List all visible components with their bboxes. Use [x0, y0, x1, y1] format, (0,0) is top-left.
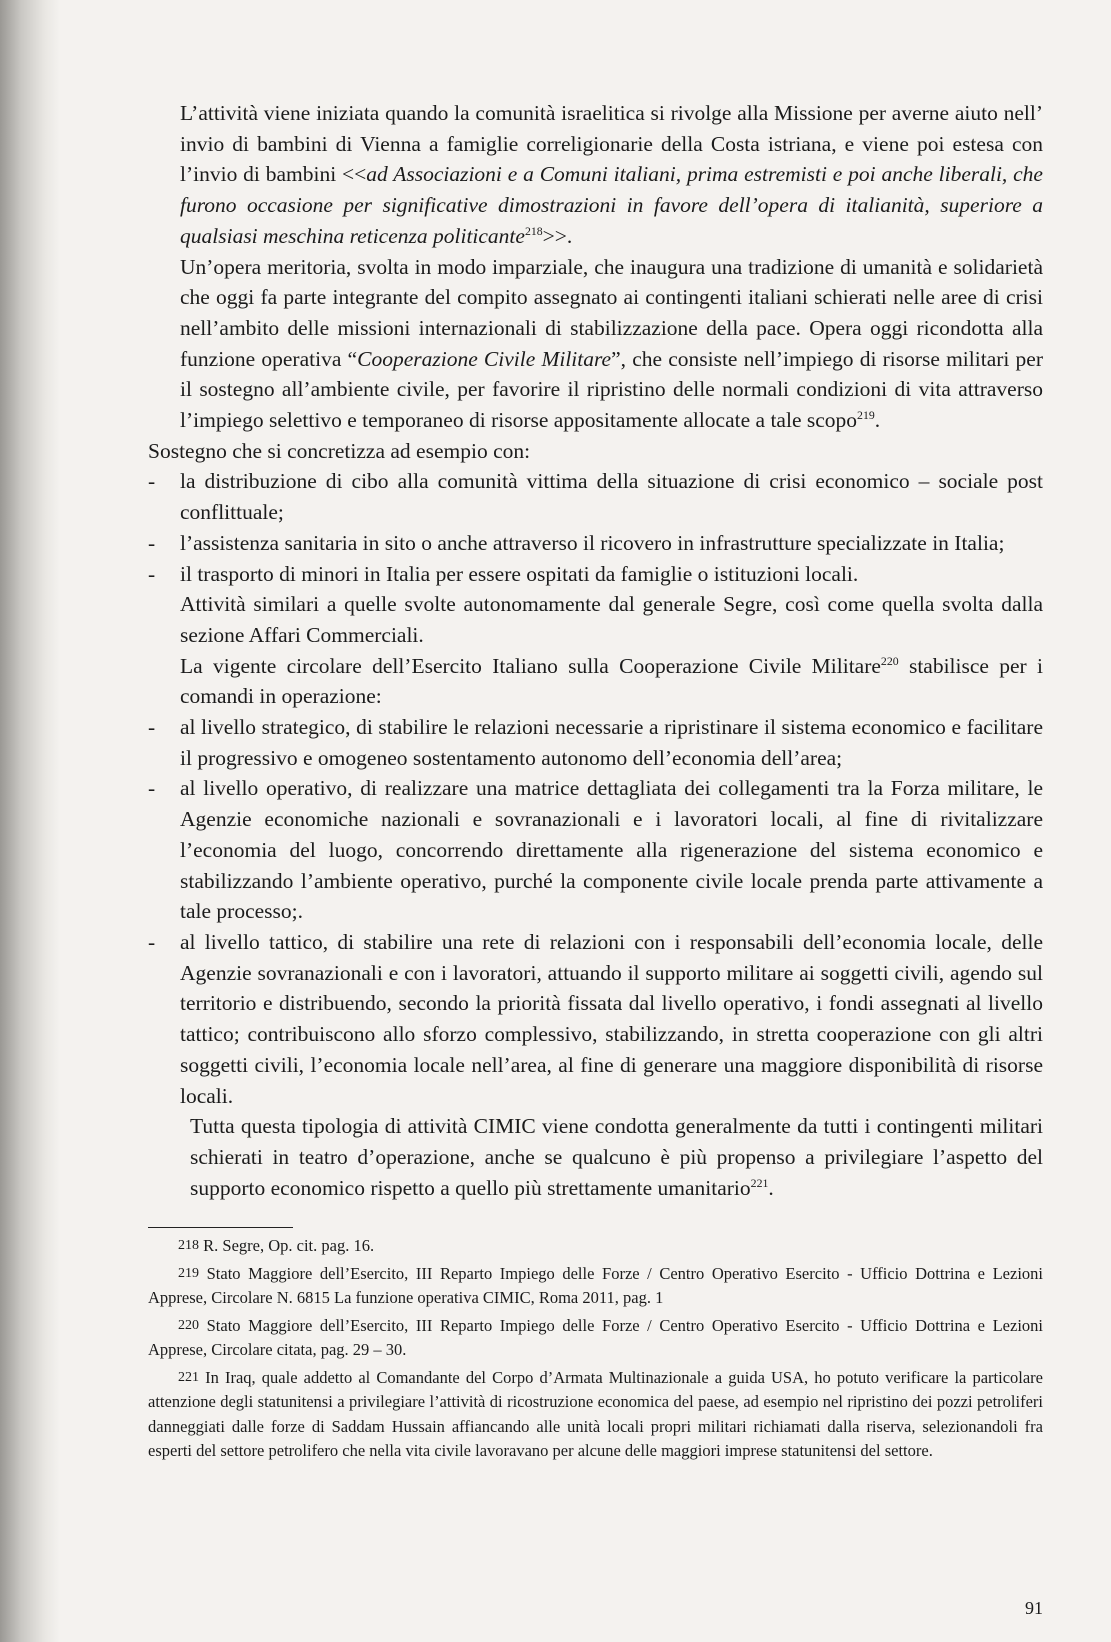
paragraph-cimic	[180, 252, 1043, 436]
dash-marker: -	[148, 929, 156, 954]
paragraph-conclusion-text: Tutta questa tipologia di attività CIMIC viene condotta generalmente da tutti i contingenti militari schierati in teatro d’operazione, anche se qualcuno è più propenso a privilegiare l’aspetto del supporto economico rispetto a quello più strettamente umanitario	[190, 1114, 1043, 1200]
footnote-text: In Iraq, quale addetto al Comandante del Corpo d’Armata Multinazionale a guida USA, ho potuto verificare la particolare attenzione degli statunitensi a privilegiare l’attività di ricostruzione economica del paese, ad esempio nel ripristino dei pozzi petroliferi danneggiati dalle forze di Saddam Hussain affiancando alle unità locali propri militari richiamati dalla riserva, selezionandoli fra esperti del settore petrolifero che nella vita civile lavoravano per alcune delle maggiori imprese statunitensi del settore.	[148, 1367, 1043, 1461]
list-item	[148, 559, 1043, 590]
page-content	[148, 98, 1043, 1467]
book-spine-shadow	[0, 0, 60, 1642]
paragraph-support: Sostegno che si concretizza ad esempio con:	[148, 438, 531, 463]
list-item-text: l’assistenza sanitaria in sito o anche attraverso il ricovero in infrastrutture specializzate in Italia;	[180, 530, 1005, 555]
list-item	[148, 528, 1043, 559]
list-item-text: la distribuzione di cibo alla comunità vittima della situazione di crisi economico – sociale post conflittuale;	[180, 469, 1043, 525]
list-item-text: al livello strategico, di stabilire le relazioni necessarie a ripristinare il sistema economico e facilitare il progressivo e omogeneo sostentamento autonomo dell’economia dell’area;	[180, 715, 1043, 770]
list-item-text: al livello tattico, di stabilire una rete di relazioni con i responsabili dell’economia locale, delle Agenzie sovranazionali e con i lavoratori, attuando il supporto militare ai soggetti civili, agendo sul territorio e distribuendo, secondo la priorità fissata dal livello operativo, i fondi assegnati al livello tattico; contribuiscono allo sforzo complessivo, stabilizzando, in stretta cooperazione con gli altri soggetti civili, l’economia locale nell’area, al fine di generare una maggiore disponibilità di risorse locali.	[180, 929, 1043, 1108]
list-item-text: il trasporto di minori in Italia per essere ospitati da famiglie o istituzioni locali.	[180, 561, 859, 586]
list-item	[148, 773, 1043, 927]
footnote-220	[148, 1314, 1043, 1363]
footnotes	[148, 1234, 1043, 1464]
list-item	[148, 466, 1043, 527]
footnote-number: 219	[178, 1265, 200, 1281]
dash-marker: -	[148, 561, 156, 586]
dash-marker: -	[148, 715, 156, 740]
dash-marker: -	[148, 776, 156, 801]
footnote-number: 218	[178, 1238, 200, 1254]
paragraph-intro	[180, 98, 1043, 252]
footnote-ref-218: 218	[524, 223, 543, 238]
footnote-number: 220	[178, 1317, 200, 1333]
footnote-separator	[148, 1227, 293, 1228]
paragraph-circular	[180, 651, 1043, 712]
paragraph-circular-text-b: stabilisce per i comandi in operazione:	[180, 653, 1043, 709]
levels-list	[148, 712, 1043, 1111]
main-text	[148, 98, 1043, 1203]
footnote-ref-220: 220	[880, 653, 899, 668]
footnote-text: Stato Maggiore dell’Esercito, III Reparto Impiego delle Forze / Centro Operativo Esercito - Ufficio Dottrina e Lezioni Apprese, Circolare N. 6815 La funzione operativa CIMIC, Roma 2011, pag. 1	[148, 1263, 1043, 1308]
footnote-219	[148, 1262, 1043, 1311]
italic-quote: ad Associazioni e a Comuni italiani, prima estremisti e poi anche liberali, che furono occasione per significative dimostrazioni in favore dell’opera di italianità, superiore a qualsiasi meschina reticenza politicante	[180, 162, 1043, 248]
support-list	[148, 466, 1043, 589]
footnote-text: Stato Maggiore dell’Esercito, III Reparto Impiego delle Forze / Centro Operativo Esercito - Ufficio Dottrina e Lezioni Apprese, Circolare citata, pag. 29 – 30.	[148, 1315, 1043, 1360]
list-item	[148, 927, 1043, 1111]
paragraph-cimic-text-a: Un’opera meritoria, svolta in modo imparziale, che inaugura una tradizione di umanità e solidarietà che oggi fa parte integrante del compito assegnato ai contingenti italiani schierati nelle aree di crisi nell’ambito delle missioni internazionali di stabilizzazione della pace. Opera oggi ricondotta alla funzione operativa “	[180, 254, 1043, 371]
list-item	[148, 712, 1043, 773]
dash-marker: -	[148, 469, 156, 494]
footnote-ref-221: 221	[750, 1175, 769, 1190]
paragraph-intro-text: L’attività viene iniziata quando la comunità israelitica si rivolge alla Missione per averne aiuto nell’ invio di bambini di Vienna a famiglie correligionarie della Costa istriana, e viene poi estesa con l’invio di bambini <<	[180, 101, 1043, 187]
list-item-text: al livello operativo, di realizzare una matrice dettagliata dei collegamenti tra la Forza militare, le Agenzie economiche nazionali e sovranazionali e i lavoratori locali, al fine di rivitalizzare l’economia del luogo, concorrendo direttamente alla rigenerazione del sistema economico e stabilizzando l’ambiente operativo, purché la componente civile locale prenda parte attivamente a tale processo;.	[180, 776, 1043, 924]
footnote-221	[148, 1366, 1043, 1464]
period: .	[768, 1175, 774, 1200]
footnote-ref-219: 219	[857, 407, 875, 422]
paragraph-conclusion	[190, 1111, 1043, 1203]
period: .	[874, 408, 881, 433]
footnote-218	[148, 1234, 1043, 1259]
paragraph-circular-text: La vigente circolare dell’Esercito Italiano sulla Cooperazione Civile Militare	[180, 653, 881, 678]
footnote-number: 221	[178, 1369, 200, 1385]
dash-marker: -	[148, 530, 156, 555]
page-number: 91	[1025, 1598, 1043, 1618]
italic-term: Cooperazione Civile Militare	[357, 346, 612, 371]
quote-close: >>.	[542, 223, 573, 248]
paragraph-cimic-text-b: ”, che consiste nell’impiego di risorse militari per il sostegno all’ambiente civile, per favorire il ripristino delle normali condizioni di vita attraverso l’impiego selettivo e temporaneo di risorse appositamente allocate a tale scopo	[180, 346, 1044, 433]
paragraph-similar: Attività similari a quelle svolte autonomamente dal generale Segre, così come quella svolta dalla sezione Affari Commerciali.	[180, 592, 1043, 647]
footnote-text: R. Segre, Op. cit. pag. 16.	[199, 1236, 375, 1256]
